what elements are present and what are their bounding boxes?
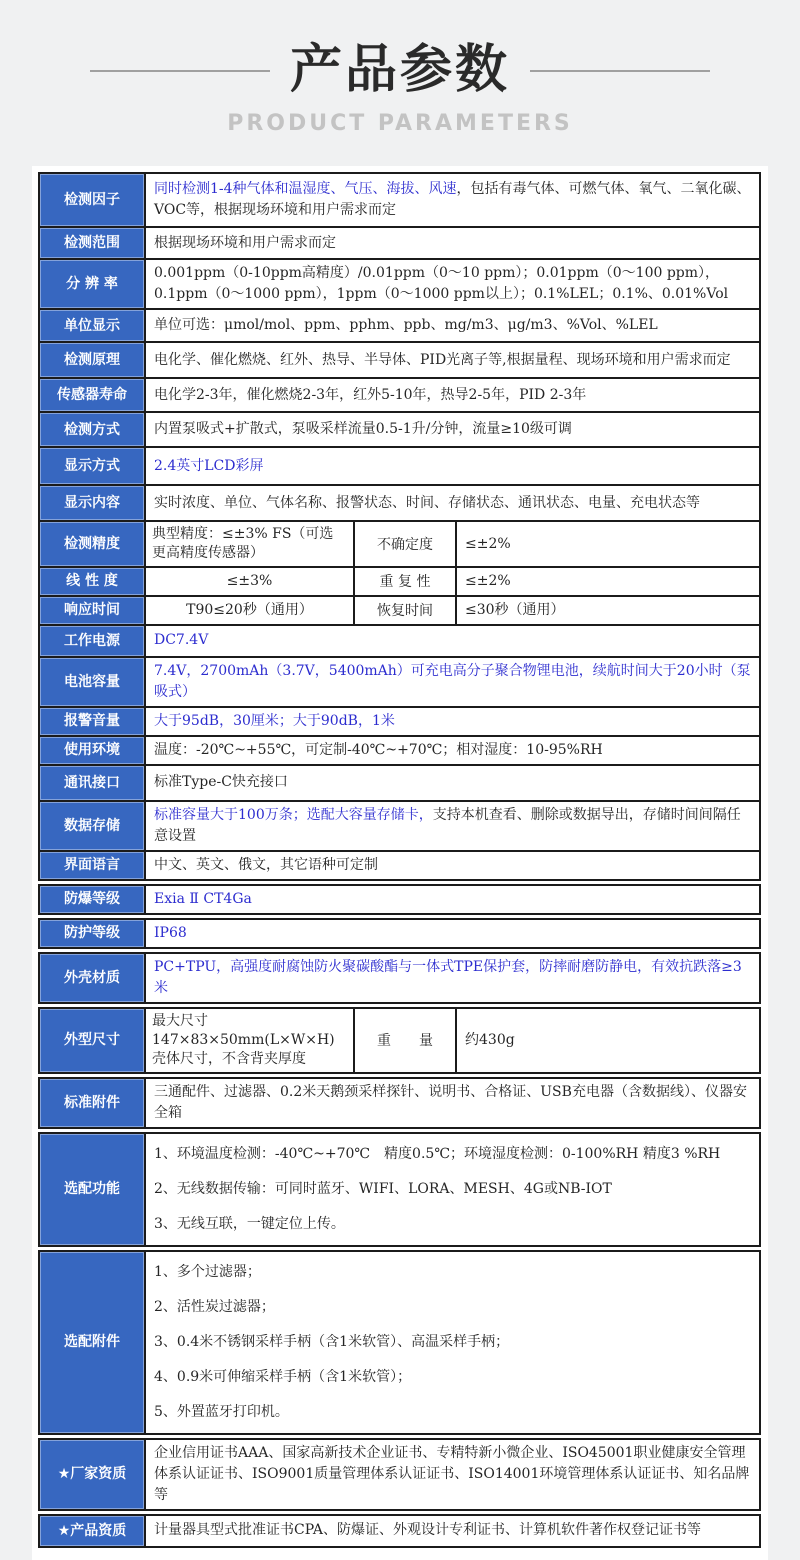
row-content — [146, 413, 759, 446]
row-content — [146, 260, 759, 308]
value-text-highlight: IP68 — [154, 924, 187, 941]
table-row — [38, 226, 761, 260]
row-label: 电池容量 — [40, 658, 146, 706]
table-row — [38, 1250, 761, 1435]
row-content — [146, 852, 759, 879]
value-text-highlight: 同时检测1-4种气体和温湿度、气压、海拔、风速 — [154, 181, 457, 198]
page-header — [0, 0, 800, 136]
table-row — [38, 656, 761, 708]
table-row — [38, 850, 761, 881]
value-text-highlight: DC7.4V — [154, 632, 209, 649]
value-text: 中文、英文、俄文，其它语种可定制 — [154, 856, 378, 873]
row-label: 外型尺寸 — [40, 1009, 146, 1072]
row-label: 单位显示 — [40, 310, 146, 341]
value-text-highlight: 7.4V，2700mAh（3.7V，5400mAh）可充电高分子聚合物锂电池，续航时间大于20小时（泵吸式） — [154, 662, 751, 700]
table-row — [38, 884, 761, 915]
table-row — [38, 172, 761, 228]
value-text: ，包括有毒气体、可燃气体、氧气、二氧化碳、VOC等，根据现场环境和用户需求而定 — [154, 181, 751, 219]
row-sublabel: 重 复 性 — [355, 568, 457, 595]
row-label: 检测原理 — [40, 343, 146, 377]
row-content — [146, 954, 759, 1002]
value-text: 标准Type-C快充接口 — [154, 774, 288, 791]
table-row — [38, 1077, 761, 1129]
row-content — [146, 1079, 759, 1127]
list-item: 2、活性炭过滤器； — [154, 1298, 275, 1315]
row-label: 标准附件 — [40, 1079, 146, 1127]
value-text: 支持本机查看、删除或数据导出，存储时间间隔任意设置 — [154, 806, 741, 844]
row-content-secondary: 约430g — [465, 1031, 515, 1048]
list-item: 5、外置蓝牙打印机。 — [154, 1403, 289, 1420]
title-divider-right — [530, 70, 710, 72]
table-row — [38, 341, 761, 379]
row-content-text — [154, 1520, 751, 1541]
row-label: ★产品资质 — [40, 1516, 146, 1546]
table-row — [38, 1438, 761, 1511]
value-text: 计量器具型式批准证书CPA、防爆证、外观设计专利证书、计算机软件著作权登记证书等 — [154, 1522, 701, 1539]
row-label: 选配功能 — [40, 1134, 146, 1245]
value-text: 电化学2-3年，催化燃烧2-3年，红外5-10年，热导2-5年，PID 2-3年 — [154, 386, 587, 403]
row-content — [146, 658, 759, 706]
table-row — [38, 1007, 761, 1074]
table-row — [38, 764, 761, 802]
row-sublabel: 恢复时间 — [355, 597, 457, 624]
row-content — [146, 379, 759, 411]
row-content-text — [154, 772, 751, 793]
value-text-highlight: 2.4英寸LCD彩屏 — [154, 457, 264, 474]
value-text-highlight: 大于95dB，30厘米；大于90dB，1米 — [154, 712, 395, 729]
row-label: 线 性 度 — [40, 568, 146, 595]
row-label: 外壳材质 — [40, 954, 146, 1002]
table-row — [38, 735, 761, 766]
row-sublabel: 不确定度 — [355, 522, 457, 566]
value-text: 单位可选：μmol/mol、ppm、pphm、ppb、mg/m3、μg/m3、%Vol、%LEL — [154, 317, 658, 334]
row-label: 报警音量 — [40, 708, 146, 735]
table-row — [38, 520, 761, 568]
row-sublabel: 重 量 — [355, 1009, 457, 1072]
table-row — [38, 595, 761, 626]
value-text: 温度：-20℃~+55℃，可定制-40℃~+70℃；相对湿度：10-95%RH — [154, 741, 603, 758]
row-label: 检测因子 — [40, 174, 146, 226]
page-subtitle: PRODUCT PARAMETERS — [227, 111, 573, 137]
row-content-list — [146, 1252, 759, 1433]
row-label: 响应时间 — [40, 597, 146, 624]
row-content-text — [154, 456, 751, 477]
list-item: 2、无线数据传输：可同时蓝牙、WIFI、LORA、MESH、4G或NB-IOT — [154, 1180, 612, 1197]
row-content-text — [154, 493, 751, 514]
page-title: 产品参数 — [289, 40, 510, 100]
row-content — [146, 1516, 759, 1546]
row-content-secondary: ≤±2% — [465, 535, 511, 552]
row-content — [146, 228, 759, 258]
value-text-highlight: Exia Ⅱ CT4Ga — [154, 890, 252, 907]
table-row — [38, 1132, 761, 1247]
table-row — [38, 566, 761, 597]
row-content-primary: T90≤20秒（通用） — [146, 597, 355, 624]
row-content-text — [154, 661, 751, 703]
row-label: ★厂家资质 — [40, 1440, 146, 1509]
list-item: 1、环境温度检测：-40℃~+70℃ 精度0.5℃；环境湿度检测：0-100%RH 精度3 %RH — [154, 1145, 721, 1162]
row-content-text — [154, 711, 751, 732]
value-text: 根据现场环境和用户需求而定 — [154, 234, 336, 251]
value-text: 内置泵吸式+扩散式，泵吸采样流量0.5-1升/分钟，流量≥10级可调 — [154, 421, 572, 438]
row-label: 检测方式 — [40, 413, 146, 446]
row-content — [146, 766, 759, 800]
row-label: 显示方式 — [40, 448, 146, 484]
row-content — [146, 886, 759, 913]
row-label: 分 辨 率 — [40, 260, 146, 308]
row-content-text — [154, 630, 751, 651]
row-label: 显示内容 — [40, 486, 146, 520]
table-row — [38, 800, 761, 852]
value-text: 电化学、催化燃烧、红外、热导、半导体、PID光离子等,根据量程、现场环境和用户需求而定 — [154, 351, 731, 368]
list-item: 3、无线互联，一键定位上传。 — [154, 1215, 345, 1232]
table-row — [38, 484, 761, 522]
table-row — [38, 258, 761, 310]
row-content-text — [154, 889, 751, 910]
table-row — [38, 706, 761, 737]
row-label: 使用环境 — [40, 737, 146, 764]
row-content-text — [154, 805, 751, 847]
row-content — [146, 174, 759, 226]
spec-table — [38, 172, 761, 1547]
row-content-text — [154, 740, 751, 761]
row-label: 传感器寿命 — [40, 379, 146, 411]
row-content-text — [154, 419, 751, 440]
row-content — [146, 802, 759, 850]
row-content — [146, 486, 759, 520]
row-content-text — [154, 1443, 751, 1506]
table-row — [38, 624, 761, 658]
row-content-text — [154, 1082, 751, 1124]
value-text: 0.001ppm（0-10ppm高精度）/0.01ppm（0～10 ppm）；0.01ppm（0～100 ppm），0.1ppm（0～1000 ppm），1ppm（0～1000 ppm以上）；0.1%LEL；0.1%、0.01%Vol — [154, 265, 729, 303]
row-content-text — [154, 385, 751, 406]
row-content-text — [154, 957, 751, 999]
spec-card — [32, 166, 768, 1559]
row-content — [146, 343, 759, 377]
value-text-highlight: 标准容量大于100万条；选配大容量存储卡， — [154, 806, 433, 823]
row-content-text — [154, 923, 751, 944]
row-content-text — [154, 263, 751, 305]
row-label: 检测精度 — [40, 522, 146, 566]
list-item: 4、0.9米可伸缩采样手柄（含1米软管）； — [154, 1368, 412, 1385]
row-label: 通讯接口 — [40, 766, 146, 800]
row-label: 防护等级 — [40, 920, 146, 947]
row-content-text — [154, 350, 751, 371]
title-row — [0, 42, 800, 99]
table-row — [38, 918, 761, 949]
row-content — [146, 1440, 759, 1509]
row-content-primary: 最大尺寸147×83×50mm(L×W×H)壳体尺寸，不含背夹厚度 — [146, 1009, 355, 1072]
table-row — [38, 377, 761, 413]
row-label: 防爆等级 — [40, 886, 146, 913]
table-row — [38, 308, 761, 343]
value-text: 实时浓度、单位、气体名称、报警状态、时间、存储状态、通讯状态、电量、充电状态等 — [154, 494, 700, 511]
row-content-text — [154, 855, 751, 876]
row-label: 工作电源 — [40, 626, 146, 656]
row-content — [146, 920, 759, 947]
row-content-text — [154, 179, 751, 221]
value-text: 三通配件、过滤器、0.2米天鹅颈采样探针、说明书、合格证、USB充电器（含数据线）、仪器安全箱 — [154, 1083, 747, 1121]
row-content — [146, 737, 759, 764]
row-content — [146, 708, 759, 735]
value-text-highlight: PC+TPU，高强度耐腐蚀防火聚碳酸酯与一体式TPE保护套，防摔耐磨防静电，有效抗跌落≥3米 — [154, 958, 742, 996]
row-content-secondary: ≤30秒（通用） — [465, 601, 565, 618]
title-divider-left — [90, 70, 270, 72]
row-content-primary: 典型精度：≤±3% FS（可选更高精度传感器） — [146, 522, 355, 566]
table-row — [38, 446, 761, 486]
row-content — [146, 626, 759, 656]
row-content-text — [154, 233, 751, 254]
row-content — [146, 448, 759, 484]
row-label: 检测范围 — [40, 228, 146, 258]
list-item: 1、多个过滤器； — [154, 1263, 261, 1280]
row-content — [146, 310, 759, 341]
row-content-text — [154, 315, 751, 336]
row-label: 数据存储 — [40, 802, 146, 850]
list-item: 3、0.4米不锈钢采样手柄（含1米软管）、高温采样手柄； — [154, 1333, 510, 1350]
row-label: 选配附件 — [40, 1252, 146, 1433]
value-text: 企业信用证书AAA、国家高新技术企业证书、专精特新小微企业、ISO45001职业健康安全管理体系认证证书、ISO9001质量管理体系认证证书、ISO14001环境管理体系认证证书、知名品牌等 — [154, 1444, 750, 1503]
row-content-primary: ≤±3% — [146, 568, 355, 595]
row-content-secondary: ≤±2% — [465, 572, 511, 589]
table-row — [38, 1514, 761, 1548]
row-content-list — [146, 1134, 759, 1245]
table-row — [38, 411, 761, 448]
row-label: 界面语言 — [40, 852, 146, 879]
table-row — [38, 952, 761, 1004]
